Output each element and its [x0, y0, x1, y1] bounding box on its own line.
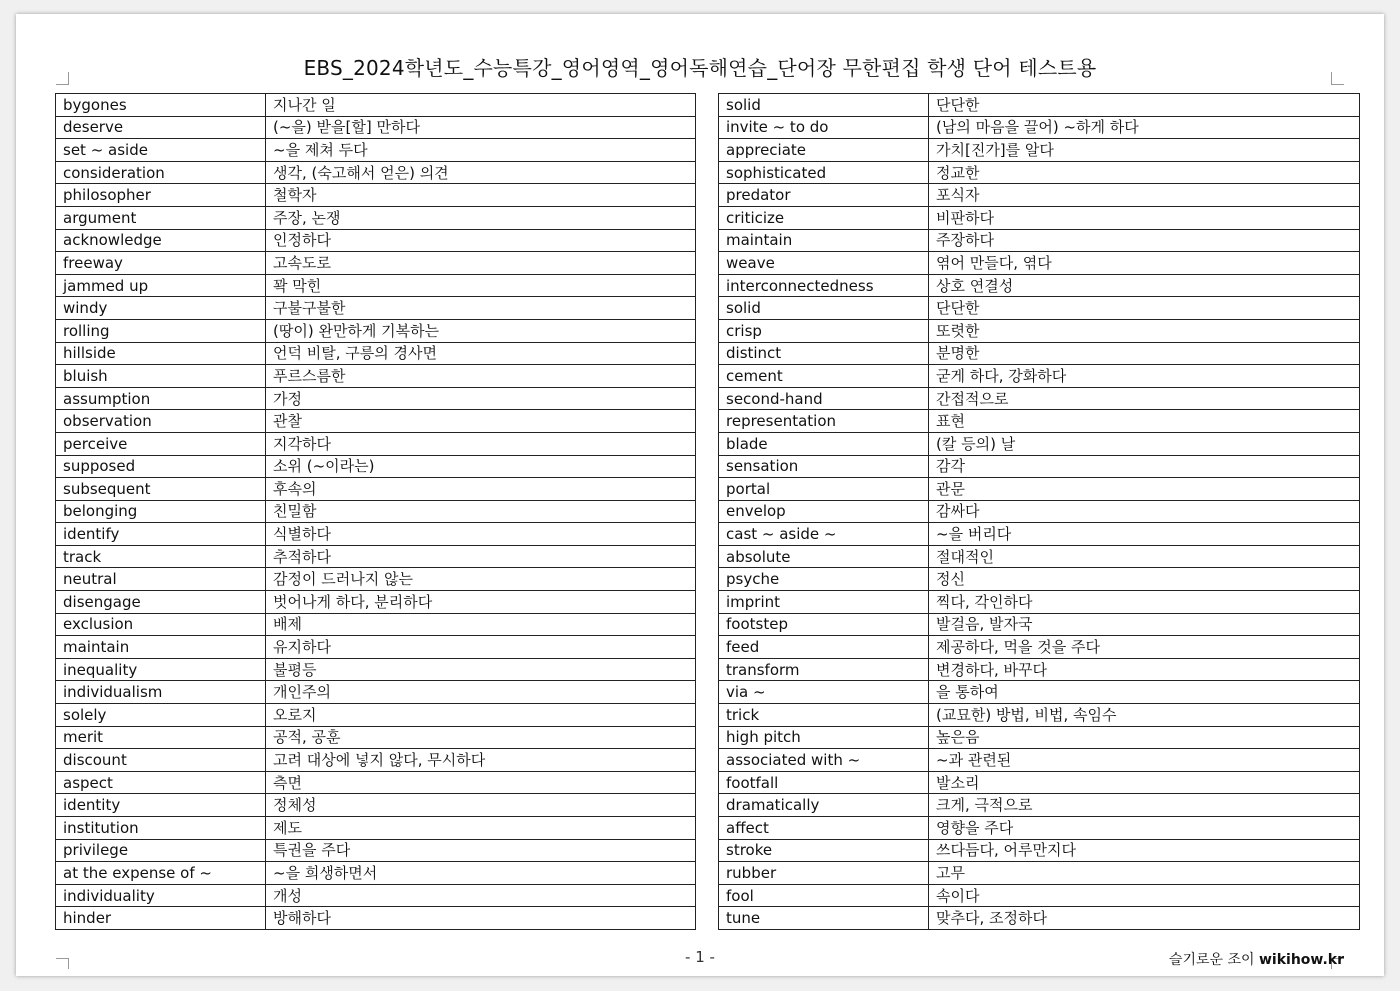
korean-meaning-cell[interactable]: 쓰다듬다, 어루만지다	[929, 839, 1360, 862]
korean-meaning-cell[interactable]: 지나간 일	[266, 94, 696, 117]
table-row	[56, 523, 696, 546]
table-row	[56, 274, 696, 297]
english-word-cell[interactable]: appreciate	[719, 139, 929, 162]
korean-meaning-cell[interactable]: 비판하다	[929, 206, 1360, 229]
english-word-cell[interactable]: disengage	[56, 591, 266, 614]
korean-meaning-cell[interactable]: 친밀함	[266, 500, 696, 523]
korean-meaning-cell[interactable]: 개성	[266, 884, 696, 907]
english-word-cell[interactable]: institution	[56, 817, 266, 840]
korean-meaning-cell[interactable]: 감각	[929, 455, 1360, 478]
table-row	[56, 387, 696, 410]
korean-meaning-cell[interactable]: 공적, 공훈	[266, 726, 696, 749]
table-row	[56, 771, 696, 794]
table-row	[719, 94, 1360, 117]
table-row	[719, 387, 1360, 410]
english-word-cell[interactable]: freeway	[56, 252, 266, 275]
english-word-cell[interactable]: rolling	[56, 319, 266, 342]
korean-meaning-cell[interactable]: ~과 관련된	[929, 749, 1360, 772]
korean-meaning-cell[interactable]: 감정이 드러나지 않는	[266, 568, 696, 591]
english-word-cell[interactable]: consideration	[56, 161, 266, 184]
english-word-cell[interactable]: sophisticated	[719, 161, 929, 184]
table-row	[56, 455, 696, 478]
english-word-cell[interactable]: perceive	[56, 432, 266, 455]
english-word-cell[interactable]: envelop	[719, 500, 929, 523]
korean-meaning-cell[interactable]: 불평등	[266, 658, 696, 681]
korean-meaning-cell[interactable]: 단단한	[929, 94, 1360, 117]
table-row	[719, 410, 1360, 433]
english-word-cell[interactable]: stroke	[719, 839, 929, 862]
english-word-cell[interactable]: solely	[56, 704, 266, 727]
english-word-cell[interactable]: second-hand	[719, 387, 929, 410]
korean-meaning-cell[interactable]: (교묘한) 방법, 비법, 속임수	[929, 704, 1360, 727]
korean-meaning-cell[interactable]: 가치[진가]를 알다	[929, 139, 1360, 162]
korean-meaning-cell[interactable]: 식별하다	[266, 523, 696, 546]
table-row	[719, 862, 1360, 885]
table-row	[719, 274, 1360, 297]
english-word-cell[interactable]: discount	[56, 749, 266, 772]
korean-meaning-cell[interactable]: 고속도로	[266, 252, 696, 275]
table-row	[56, 545, 696, 568]
english-word-cell[interactable]: imprint	[719, 591, 929, 614]
page-title: EBS_2024학년도_수능특강_영어영역_영어독해연습_단어장 무한편집 학생 단어 테스트용	[303, 56, 1097, 80]
english-word-cell[interactable]: rubber	[719, 862, 929, 885]
table-row	[56, 116, 696, 139]
korean-meaning-cell[interactable]: (~을) 받을[할] 만하다	[266, 116, 696, 139]
english-word-cell[interactable]: weave	[719, 252, 929, 275]
korean-meaning-cell[interactable]: 관문	[929, 478, 1360, 501]
english-word-cell[interactable]: bluish	[56, 365, 266, 388]
table-row	[56, 365, 696, 388]
korean-meaning-cell[interactable]: 표현	[929, 410, 1360, 433]
table-row	[719, 545, 1360, 568]
korean-meaning-cell[interactable]: 을 통하여	[929, 681, 1360, 704]
english-word-cell[interactable]: transform	[719, 658, 929, 681]
table-row	[719, 636, 1360, 659]
korean-meaning-cell[interactable]: 발걸음, 발자국	[929, 613, 1360, 636]
english-word-cell[interactable]: supposed	[56, 455, 266, 478]
table-row	[719, 568, 1360, 591]
page-number: - 1 -	[685, 948, 715, 966]
english-word-cell[interactable]: feed	[719, 636, 929, 659]
english-word-cell[interactable]: psyche	[719, 568, 929, 591]
korean-meaning-cell[interactable]: 감싸다	[929, 500, 1360, 523]
table-row	[719, 229, 1360, 252]
table-row	[56, 862, 696, 885]
vocab-table-right	[718, 93, 1360, 930]
korean-meaning-cell[interactable]: 정체성	[266, 794, 696, 817]
english-word-cell[interactable]: deserve	[56, 116, 266, 139]
korean-meaning-cell[interactable]: 인정하다	[266, 229, 696, 252]
table-row	[719, 704, 1360, 727]
table-row	[56, 478, 696, 501]
korean-meaning-cell[interactable]: ~을 희생하면서	[266, 862, 696, 885]
korean-meaning-cell[interactable]: 분명한	[929, 342, 1360, 365]
korean-meaning-cell[interactable]: 생각, (숙고해서 얻은) 의견	[266, 161, 696, 184]
table-row	[719, 184, 1360, 207]
english-word-cell[interactable]: footfall	[719, 771, 929, 794]
korean-meaning-cell[interactable]: 제도	[266, 817, 696, 840]
table-row	[719, 591, 1360, 614]
english-word-cell[interactable]: jammed up	[56, 274, 266, 297]
english-word-cell[interactable]: invite ~ to do	[719, 116, 929, 139]
korean-meaning-cell[interactable]: 고려 대상에 넣지 않다, 무시하다	[266, 749, 696, 772]
english-word-cell[interactable]: crisp	[719, 319, 929, 342]
korean-meaning-cell[interactable]: (남의 마음을 끌어) ~하게 하다	[929, 116, 1360, 139]
table-row	[56, 161, 696, 184]
korean-meaning-cell[interactable]: 꽉 막힌	[266, 274, 696, 297]
english-word-cell[interactable]: cement	[719, 365, 929, 388]
korean-meaning-cell[interactable]: 주장하다	[929, 229, 1360, 252]
english-word-cell[interactable]: tune	[719, 907, 929, 930]
english-word-cell[interactable]: windy	[56, 297, 266, 320]
table-row	[719, 206, 1360, 229]
english-word-cell[interactable]: identify	[56, 523, 266, 546]
table-row	[56, 658, 696, 681]
table-row	[56, 229, 696, 252]
table-row	[56, 636, 696, 659]
korean-meaning-cell[interactable]: 정교한	[929, 161, 1360, 184]
english-word-cell[interactable]: solid	[719, 297, 929, 320]
english-word-cell[interactable]: merit	[56, 726, 266, 749]
english-word-cell[interactable]: track	[56, 545, 266, 568]
english-word-cell[interactable]: privilege	[56, 839, 266, 862]
english-word-cell[interactable]: acknowledge	[56, 229, 266, 252]
credit-text: 슬기로운 조이	[1168, 952, 1255, 968]
english-word-cell[interactable]: subsequent	[56, 478, 266, 501]
table-row	[719, 139, 1360, 162]
table-row	[719, 613, 1360, 636]
table-row	[56, 184, 696, 207]
korean-meaning-cell[interactable]: 소위 (~이라는)	[266, 455, 696, 478]
korean-meaning-cell[interactable]: 변경하다, 바꾸다	[929, 658, 1360, 681]
table-row	[719, 161, 1360, 184]
vocab-table-left	[55, 93, 696, 930]
korean-meaning-cell[interactable]: 지각하다	[266, 432, 696, 455]
english-word-cell[interactable]: absolute	[719, 545, 929, 568]
english-word-cell[interactable]: inequality	[56, 658, 266, 681]
table-row	[56, 613, 696, 636]
table-row	[56, 500, 696, 523]
english-word-cell[interactable]: argument	[56, 206, 266, 229]
korean-meaning-cell[interactable]: 속이다	[929, 884, 1360, 907]
korean-meaning-cell[interactable]: ~을 제쳐 두다	[266, 139, 696, 162]
korean-meaning-cell[interactable]: 포식자	[929, 184, 1360, 207]
table-row	[719, 252, 1360, 275]
table-row	[56, 297, 696, 320]
korean-meaning-cell[interactable]: 고무	[929, 862, 1360, 885]
table-row	[56, 817, 696, 840]
english-word-cell[interactable]: solid	[719, 94, 929, 117]
english-word-cell[interactable]: belonging	[56, 500, 266, 523]
korean-meaning-cell[interactable]: 제공하다, 먹을 것을 주다	[929, 636, 1360, 659]
english-word-cell[interactable]: observation	[56, 410, 266, 433]
korean-meaning-cell[interactable]: 배제	[266, 613, 696, 636]
table-row	[719, 455, 1360, 478]
english-word-cell[interactable]: cast ~ aside ~	[719, 523, 929, 546]
korean-meaning-cell[interactable]: 방해하다	[266, 907, 696, 930]
table-row	[719, 432, 1360, 455]
english-word-cell[interactable]: maintain	[56, 636, 266, 659]
english-word-cell[interactable]: bygones	[56, 94, 266, 117]
english-word-cell[interactable]: footstep	[719, 613, 929, 636]
korean-meaning-cell[interactable]: 단단한	[929, 297, 1360, 320]
table-row	[56, 568, 696, 591]
table-row	[56, 681, 696, 704]
table-row	[719, 907, 1360, 930]
english-word-cell[interactable]: blade	[719, 432, 929, 455]
table-row	[56, 342, 696, 365]
english-word-cell[interactable]: trick	[719, 704, 929, 727]
korean-meaning-cell[interactable]: 굳게 하다, 강화하다	[929, 365, 1360, 388]
english-word-cell[interactable]: distinct	[719, 342, 929, 365]
table-row	[719, 116, 1360, 139]
english-word-cell[interactable]: representation	[719, 410, 929, 433]
english-word-cell[interactable]: via ~	[719, 681, 929, 704]
table-row	[56, 206, 696, 229]
korean-meaning-cell[interactable]: 찍다, 각인하다	[929, 591, 1360, 614]
korean-meaning-cell[interactable]: 추적하다	[266, 545, 696, 568]
english-word-cell[interactable]: associated with ~	[719, 749, 929, 772]
table-row	[56, 794, 696, 817]
korean-meaning-cell[interactable]: 개인주의	[266, 681, 696, 704]
english-word-cell[interactable]: portal	[719, 478, 929, 501]
english-word-cell[interactable]: interconnectedness	[719, 274, 929, 297]
footer-credit	[1169, 949, 1344, 969]
korean-meaning-cell[interactable]: 오로지	[266, 704, 696, 727]
korean-meaning-cell[interactable]: 크게, 극적으로	[929, 794, 1360, 817]
table-row	[56, 591, 696, 614]
english-word-cell[interactable]: assumption	[56, 387, 266, 410]
english-word-cell[interactable]: identity	[56, 794, 266, 817]
english-word-cell[interactable]: maintain	[719, 229, 929, 252]
table-row	[719, 771, 1360, 794]
table-row	[56, 252, 696, 275]
korean-meaning-cell[interactable]: 발소리	[929, 771, 1360, 794]
korean-meaning-cell[interactable]: 높은음	[929, 726, 1360, 749]
table-row	[719, 365, 1360, 388]
document-page	[16, 14, 1384, 976]
table-row	[56, 749, 696, 772]
english-word-cell[interactable]: set ~ aside	[56, 139, 266, 162]
table-row	[719, 523, 1360, 546]
table-row	[719, 297, 1360, 320]
korean-meaning-cell[interactable]: 정신	[929, 568, 1360, 591]
korean-meaning-cell[interactable]: 맞추다, 조정하다	[929, 907, 1360, 930]
table-row	[719, 884, 1360, 907]
korean-meaning-cell[interactable]: 가정	[266, 387, 696, 410]
table-row	[56, 839, 696, 862]
table-row	[719, 839, 1360, 862]
korean-meaning-cell[interactable]: 간접적으로	[929, 387, 1360, 410]
english-word-cell[interactable]: philosopher	[56, 184, 266, 207]
table-row	[56, 432, 696, 455]
table-row	[56, 94, 696, 117]
english-word-cell[interactable]: criticize	[719, 206, 929, 229]
table-row	[719, 749, 1360, 772]
english-word-cell[interactable]: hillside	[56, 342, 266, 365]
english-word-cell[interactable]: predator	[719, 184, 929, 207]
korean-meaning-cell[interactable]: 철학자	[266, 184, 696, 207]
credit-site: wikihow.kr	[1259, 952, 1344, 968]
korean-meaning-cell[interactable]: 엮어 만들다, 엮다	[929, 252, 1360, 275]
korean-meaning-cell[interactable]: 유지하다	[266, 636, 696, 659]
english-word-cell[interactable]: sensation	[719, 455, 929, 478]
table-row	[56, 884, 696, 907]
table-row	[56, 704, 696, 727]
table-row	[719, 478, 1360, 501]
english-word-cell[interactable]: dramatically	[719, 794, 929, 817]
table-row	[719, 726, 1360, 749]
table-row	[56, 319, 696, 342]
korean-meaning-cell[interactable]: (칼 등의) 날	[929, 432, 1360, 455]
korean-meaning-cell[interactable]: 상호 연결성	[929, 274, 1360, 297]
korean-meaning-cell[interactable]: ~을 버리다	[929, 523, 1360, 546]
english-word-cell[interactable]: high pitch	[719, 726, 929, 749]
english-word-cell[interactable]: aspect	[56, 771, 266, 794]
english-word-cell[interactable]: individualism	[56, 681, 266, 704]
english-word-cell[interactable]: at the expense of ~	[56, 862, 266, 885]
table-row	[719, 342, 1360, 365]
korean-meaning-cell[interactable]: 영향을 주다	[929, 817, 1360, 840]
korean-meaning-cell[interactable]: 벗어나게 하다, 분리하다	[266, 591, 696, 614]
table-row	[56, 410, 696, 433]
korean-meaning-cell[interactable]: 푸르스름한	[266, 365, 696, 388]
table-row	[56, 907, 696, 930]
english-word-cell[interactable]: exclusion	[56, 613, 266, 636]
table-row	[56, 139, 696, 162]
english-word-cell[interactable]: individuality	[56, 884, 266, 907]
korean-meaning-cell[interactable]: (땅이) 완만하게 기복하는	[266, 319, 696, 342]
korean-meaning-cell[interactable]: 후속의	[266, 478, 696, 501]
table-row	[719, 500, 1360, 523]
english-word-cell[interactable]: fool	[719, 884, 929, 907]
korean-meaning-cell[interactable]: 구불구불한	[266, 297, 696, 320]
table-row	[719, 658, 1360, 681]
english-word-cell[interactable]: affect	[719, 817, 929, 840]
korean-meaning-cell[interactable]: 언덕 비탈, 구릉의 경사면	[266, 342, 696, 365]
table-row	[56, 726, 696, 749]
korean-meaning-cell[interactable]: 측면	[266, 771, 696, 794]
english-word-cell[interactable]: neutral	[56, 568, 266, 591]
korean-meaning-cell[interactable]: 특권을 주다	[266, 839, 696, 862]
table-row	[719, 319, 1360, 342]
table-row	[719, 817, 1360, 840]
korean-meaning-cell[interactable]: 절대적인	[929, 545, 1360, 568]
korean-meaning-cell[interactable]: 또렷한	[929, 319, 1360, 342]
korean-meaning-cell[interactable]: 주장, 논쟁	[266, 206, 696, 229]
english-word-cell[interactable]: hinder	[56, 907, 266, 930]
korean-meaning-cell[interactable]: 관찰	[266, 410, 696, 433]
table-row	[719, 794, 1360, 817]
table-row	[719, 681, 1360, 704]
